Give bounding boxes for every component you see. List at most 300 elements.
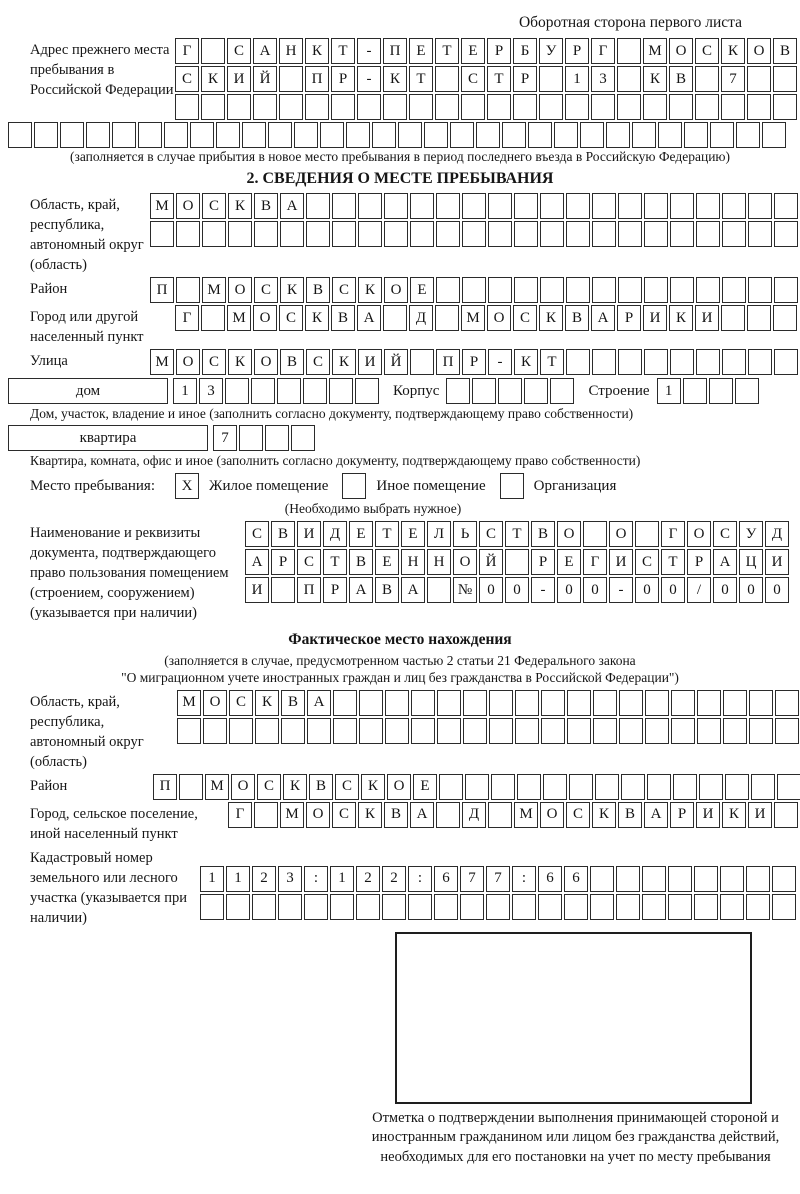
char-cell[interactable]: [410, 221, 434, 247]
char-cell[interactable]: [239, 425, 263, 451]
char-cell[interactable]: [618, 193, 642, 219]
char-cell[interactable]: [721, 94, 745, 120]
char-cell[interactable]: [216, 122, 240, 148]
char-cell[interactable]: [668, 866, 692, 892]
char-cell[interactable]: [176, 221, 200, 247]
char-cell[interactable]: [176, 277, 200, 303]
char-cell[interactable]: В: [309, 774, 333, 800]
char-cell[interactable]: Д: [765, 521, 789, 547]
char-cell[interactable]: [291, 425, 315, 451]
char-cell[interactable]: -: [609, 577, 633, 603]
char-cell[interactable]: [489, 690, 513, 716]
char-cell[interactable]: [268, 122, 292, 148]
char-cell[interactable]: [278, 894, 302, 920]
char-cell[interactable]: И: [696, 802, 720, 828]
char-cell[interactable]: [271, 577, 295, 603]
char-cell[interactable]: Р: [331, 66, 355, 92]
char-cell[interactable]: [617, 66, 641, 92]
char-cell[interactable]: Р: [323, 577, 347, 603]
char-cell[interactable]: [725, 774, 749, 800]
char-cell[interactable]: Р: [617, 305, 641, 331]
char-cell[interactable]: О: [228, 277, 252, 303]
char-cell[interactable]: [358, 221, 382, 247]
char-cell[interactable]: [346, 122, 370, 148]
char-cell[interactable]: [762, 122, 786, 148]
char-cell[interactable]: 6: [434, 866, 458, 892]
house-type-box[interactable]: [8, 378, 168, 404]
char-cell[interactable]: [436, 277, 460, 303]
char-cell[interactable]: 0: [479, 577, 503, 603]
char-cell[interactable]: [748, 221, 772, 247]
char-cell[interactable]: Р: [531, 549, 555, 575]
char-cell[interactable]: [642, 894, 666, 920]
char-cell[interactable]: О: [176, 193, 200, 219]
char-cell[interactable]: [281, 718, 305, 744]
char-cell[interactable]: Т: [505, 521, 529, 547]
char-cell[interactable]: В: [669, 66, 693, 92]
char-cell[interactable]: К: [721, 38, 745, 64]
char-cell[interactable]: [476, 122, 500, 148]
char-cell[interactable]: [566, 277, 590, 303]
char-cell[interactable]: 1: [565, 66, 589, 92]
char-cell[interactable]: [621, 774, 645, 800]
char-cell[interactable]: У: [739, 521, 763, 547]
char-cell[interactable]: Т: [375, 521, 399, 547]
char-cell[interactable]: [229, 718, 253, 744]
char-cell[interactable]: А: [349, 577, 373, 603]
char-cell[interactable]: [462, 221, 486, 247]
char-cell[interactable]: [644, 193, 668, 219]
char-cell[interactable]: М: [205, 774, 229, 800]
char-cell[interactable]: С: [175, 66, 199, 92]
char-cell[interactable]: [566, 221, 590, 247]
char-cell[interactable]: [201, 38, 225, 64]
char-cell[interactable]: О: [609, 521, 633, 547]
char-cell[interactable]: П: [297, 577, 321, 603]
char-cell[interactable]: С: [332, 277, 356, 303]
char-cell[interactable]: [774, 802, 798, 828]
char-cell[interactable]: [333, 718, 357, 744]
char-cell[interactable]: [265, 425, 289, 451]
char-cell[interactable]: С: [335, 774, 359, 800]
char-cell[interactable]: [355, 378, 379, 404]
char-cell[interactable]: [694, 894, 718, 920]
char-cell[interactable]: :: [304, 866, 328, 892]
char-cell[interactable]: [112, 122, 136, 148]
char-cell[interactable]: К: [255, 690, 279, 716]
char-cell[interactable]: [775, 690, 799, 716]
char-cell[interactable]: [202, 221, 226, 247]
char-cell[interactable]: [359, 718, 383, 744]
char-cell[interactable]: [306, 193, 330, 219]
char-cell[interactable]: [644, 221, 668, 247]
char-cell[interactable]: Т: [331, 38, 355, 64]
char-cell[interactable]: [642, 866, 666, 892]
char-cell[interactable]: [748, 193, 772, 219]
char-cell[interactable]: №: [453, 577, 477, 603]
char-cell[interactable]: [385, 690, 409, 716]
char-cell[interactable]: [670, 277, 694, 303]
char-cell[interactable]: [616, 866, 640, 892]
char-cell[interactable]: И: [245, 577, 269, 603]
char-cell[interactable]: К: [643, 66, 667, 92]
char-cell[interactable]: [305, 94, 329, 120]
char-cell[interactable]: [528, 122, 552, 148]
char-cell[interactable]: С: [279, 305, 303, 331]
char-cell[interactable]: С: [635, 549, 659, 575]
char-cell[interactable]: Е: [410, 277, 434, 303]
char-cell[interactable]: [372, 122, 396, 148]
char-cell[interactable]: Т: [323, 549, 347, 575]
char-cell[interactable]: [644, 349, 668, 375]
char-cell[interactable]: М: [514, 802, 538, 828]
char-cell[interactable]: Р: [271, 549, 295, 575]
char-cell[interactable]: Р: [670, 802, 694, 828]
stay-checkbox-other[interactable]: [342, 473, 366, 499]
char-cell[interactable]: О: [747, 38, 771, 64]
char-cell[interactable]: И: [227, 66, 251, 92]
char-cell[interactable]: [617, 38, 641, 64]
char-cell[interactable]: Г: [591, 38, 615, 64]
char-cell[interactable]: [463, 690, 487, 716]
char-cell[interactable]: [735, 378, 759, 404]
char-cell[interactable]: К: [539, 305, 563, 331]
char-cell[interactable]: В: [306, 277, 330, 303]
char-cell[interactable]: [411, 718, 435, 744]
char-cell[interactable]: [279, 66, 303, 92]
char-cell[interactable]: Д: [323, 521, 347, 547]
char-cell[interactable]: [384, 193, 408, 219]
char-cell[interactable]: [486, 894, 510, 920]
char-cell[interactable]: В: [375, 577, 399, 603]
char-cell[interactable]: [462, 193, 486, 219]
char-cell[interactable]: [746, 866, 770, 892]
char-cell[interactable]: 3: [278, 866, 302, 892]
char-cell[interactable]: О: [384, 277, 408, 303]
char-cell[interactable]: В: [280, 349, 304, 375]
char-cell[interactable]: [226, 894, 250, 920]
char-cell[interactable]: [721, 305, 745, 331]
char-cell[interactable]: [227, 94, 251, 120]
char-cell[interactable]: [252, 894, 276, 920]
char-cell[interactable]: [696, 221, 720, 247]
char-cell[interactable]: [566, 193, 590, 219]
char-cell[interactable]: [435, 94, 459, 120]
char-cell[interactable]: Н: [427, 549, 451, 575]
char-cell[interactable]: К: [722, 802, 746, 828]
char-cell[interactable]: Й: [384, 349, 408, 375]
char-cell[interactable]: О: [453, 549, 477, 575]
char-cell[interactable]: /: [687, 577, 711, 603]
char-cell[interactable]: М: [177, 690, 201, 716]
char-cell[interactable]: О: [254, 349, 278, 375]
char-cell[interactable]: [645, 718, 669, 744]
char-cell[interactable]: [489, 718, 513, 744]
char-cell[interactable]: 3: [199, 378, 223, 404]
char-cell[interactable]: 1: [226, 866, 250, 892]
char-cell[interactable]: [670, 193, 694, 219]
char-cell[interactable]: В: [331, 305, 355, 331]
char-cell[interactable]: [658, 122, 682, 148]
char-cell[interactable]: Д: [462, 802, 486, 828]
char-cell[interactable]: [179, 774, 203, 800]
char-cell[interactable]: [356, 894, 380, 920]
char-cell[interactable]: [524, 378, 548, 404]
char-cell[interactable]: [540, 221, 564, 247]
char-cell[interactable]: С: [461, 66, 485, 92]
char-cell[interactable]: [512, 894, 536, 920]
char-cell[interactable]: [684, 122, 708, 148]
char-cell[interactable]: [306, 221, 330, 247]
char-cell[interactable]: 0: [739, 577, 763, 603]
char-cell[interactable]: 1: [173, 378, 197, 404]
char-cell[interactable]: А: [245, 549, 269, 575]
char-cell[interactable]: 3: [591, 66, 615, 92]
char-cell[interactable]: [472, 378, 496, 404]
char-cell[interactable]: И: [297, 521, 321, 547]
char-cell[interactable]: О: [557, 521, 581, 547]
char-cell[interactable]: [383, 94, 407, 120]
char-cell[interactable]: О: [540, 802, 564, 828]
char-cell[interactable]: [619, 718, 643, 744]
char-cell[interactable]: [595, 774, 619, 800]
char-cell[interactable]: Е: [461, 38, 485, 64]
char-cell[interactable]: [225, 378, 249, 404]
char-cell[interactable]: [505, 549, 529, 575]
char-cell[interactable]: [34, 122, 58, 148]
char-cell[interactable]: [618, 349, 642, 375]
char-cell[interactable]: С: [332, 802, 356, 828]
char-cell[interactable]: С: [227, 38, 251, 64]
char-cell[interactable]: В: [271, 521, 295, 547]
char-cell[interactable]: С: [513, 305, 537, 331]
char-cell[interactable]: 0: [557, 577, 581, 603]
char-cell[interactable]: С: [254, 277, 278, 303]
char-cell[interactable]: [228, 221, 252, 247]
char-cell[interactable]: [695, 66, 719, 92]
char-cell[interactable]: К: [305, 38, 329, 64]
char-cell[interactable]: К: [228, 349, 252, 375]
char-cell[interactable]: [253, 94, 277, 120]
char-cell[interactable]: 7: [486, 866, 510, 892]
char-cell[interactable]: О: [231, 774, 255, 800]
char-cell[interactable]: [513, 94, 537, 120]
char-cell[interactable]: [539, 94, 563, 120]
char-cell[interactable]: [543, 774, 567, 800]
char-cell[interactable]: [461, 94, 485, 120]
char-cell[interactable]: Т: [540, 349, 564, 375]
char-cell[interactable]: [618, 277, 642, 303]
char-cell[interactable]: А: [591, 305, 615, 331]
char-cell[interactable]: Д: [409, 305, 433, 331]
char-cell[interactable]: [775, 718, 799, 744]
char-cell[interactable]: Г: [175, 38, 199, 64]
char-cell[interactable]: [540, 193, 564, 219]
char-cell[interactable]: [517, 774, 541, 800]
char-cell[interactable]: [722, 221, 746, 247]
char-cell[interactable]: [592, 221, 616, 247]
char-cell[interactable]: [671, 718, 695, 744]
char-cell[interactable]: [514, 221, 538, 247]
char-cell[interactable]: [435, 305, 459, 331]
char-cell[interactable]: [592, 277, 616, 303]
char-cell[interactable]: [359, 690, 383, 716]
char-cell[interactable]: [538, 894, 562, 920]
char-cell[interactable]: [446, 378, 470, 404]
char-cell[interactable]: 0: [661, 577, 685, 603]
char-cell[interactable]: [618, 221, 642, 247]
char-cell[interactable]: Е: [413, 774, 437, 800]
char-cell[interactable]: М: [461, 305, 485, 331]
char-cell[interactable]: К: [383, 66, 407, 92]
char-cell[interactable]: [695, 94, 719, 120]
char-cell[interactable]: С: [245, 521, 269, 547]
char-cell[interactable]: [60, 122, 84, 148]
char-cell[interactable]: [190, 122, 214, 148]
char-cell[interactable]: Р: [687, 549, 711, 575]
char-cell[interactable]: А: [644, 802, 668, 828]
char-cell[interactable]: У: [539, 38, 563, 64]
stay-checkbox-organization[interactable]: [500, 473, 524, 499]
char-cell[interactable]: [8, 122, 32, 148]
char-cell[interactable]: Г: [175, 305, 199, 331]
char-cell[interactable]: С: [713, 521, 737, 547]
char-cell[interactable]: [644, 277, 668, 303]
char-cell[interactable]: В: [281, 690, 305, 716]
char-cell[interactable]: [502, 122, 526, 148]
char-cell[interactable]: [749, 690, 773, 716]
char-cell[interactable]: [488, 221, 512, 247]
char-cell[interactable]: В: [384, 802, 408, 828]
char-cell[interactable]: [580, 122, 604, 148]
char-cell[interactable]: [251, 378, 275, 404]
char-cell[interactable]: [567, 690, 591, 716]
char-cell[interactable]: [550, 378, 574, 404]
char-cell[interactable]: [436, 193, 460, 219]
char-cell[interactable]: Т: [435, 38, 459, 64]
char-cell[interactable]: [670, 349, 694, 375]
char-cell[interactable]: Т: [409, 66, 433, 92]
char-cell[interactable]: М: [150, 193, 174, 219]
char-cell[interactable]: [697, 690, 721, 716]
char-cell[interactable]: [138, 122, 162, 148]
char-cell[interactable]: А: [280, 193, 304, 219]
char-cell[interactable]: [398, 122, 422, 148]
char-cell[interactable]: [409, 94, 433, 120]
char-cell[interactable]: К: [514, 349, 538, 375]
char-cell[interactable]: К: [305, 305, 329, 331]
char-cell[interactable]: 7: [213, 425, 237, 451]
char-cell[interactable]: П: [153, 774, 177, 800]
char-cell[interactable]: С: [257, 774, 281, 800]
char-cell[interactable]: [748, 277, 772, 303]
char-cell[interactable]: [694, 866, 718, 892]
char-cell[interactable]: 7: [460, 866, 484, 892]
char-cell[interactable]: [777, 774, 800, 800]
char-cell[interactable]: [203, 718, 227, 744]
char-cell[interactable]: [616, 894, 640, 920]
char-cell[interactable]: [437, 718, 461, 744]
char-cell[interactable]: [619, 690, 643, 716]
char-cell[interactable]: К: [361, 774, 385, 800]
char-cell[interactable]: [709, 378, 733, 404]
char-cell[interactable]: [774, 277, 798, 303]
char-cell[interactable]: Б: [513, 38, 537, 64]
char-cell[interactable]: [383, 305, 407, 331]
char-cell[interactable]: [583, 521, 607, 547]
char-cell[interactable]: М: [150, 349, 174, 375]
char-cell[interactable]: [294, 122, 318, 148]
char-cell[interactable]: К: [358, 277, 382, 303]
char-cell[interactable]: [697, 718, 721, 744]
char-cell[interactable]: [333, 690, 357, 716]
char-cell[interactable]: [772, 894, 796, 920]
char-cell[interactable]: П: [436, 349, 460, 375]
char-cell[interactable]: 2: [252, 866, 276, 892]
char-cell[interactable]: [592, 193, 616, 219]
char-cell[interactable]: О: [306, 802, 330, 828]
char-cell[interactable]: П: [150, 277, 174, 303]
char-cell[interactable]: [554, 122, 578, 148]
char-cell[interactable]: [436, 221, 460, 247]
char-cell[interactable]: И: [643, 305, 667, 331]
char-cell[interactable]: [673, 774, 697, 800]
char-cell[interactable]: 1: [330, 866, 354, 892]
char-cell[interactable]: [671, 690, 695, 716]
char-cell[interactable]: [772, 866, 796, 892]
char-cell[interactable]: [242, 122, 266, 148]
char-cell[interactable]: К: [592, 802, 616, 828]
char-cell[interactable]: [541, 718, 565, 744]
char-cell[interactable]: 1: [657, 378, 681, 404]
char-cell[interactable]: [439, 774, 463, 800]
char-cell[interactable]: [748, 349, 772, 375]
char-cell[interactable]: В: [349, 549, 373, 575]
char-cell[interactable]: Г: [661, 521, 685, 547]
char-cell[interactable]: [450, 122, 474, 148]
char-cell[interactable]: [332, 221, 356, 247]
char-cell[interactable]: В: [531, 521, 555, 547]
char-cell[interactable]: [515, 690, 539, 716]
char-cell[interactable]: [427, 577, 451, 603]
char-cell[interactable]: Е: [375, 549, 399, 575]
char-cell[interactable]: [201, 305, 225, 331]
char-cell[interactable]: 0: [713, 577, 737, 603]
char-cell[interactable]: [747, 305, 771, 331]
char-cell[interactable]: [593, 690, 617, 716]
char-cell[interactable]: [773, 94, 797, 120]
char-cell[interactable]: [465, 774, 489, 800]
char-cell[interactable]: [669, 94, 693, 120]
char-cell[interactable]: [462, 277, 486, 303]
char-cell[interactable]: [410, 349, 434, 375]
char-cell[interactable]: [670, 221, 694, 247]
char-cell[interactable]: Е: [401, 521, 425, 547]
char-cell[interactable]: К: [228, 193, 252, 219]
char-cell[interactable]: Й: [253, 66, 277, 92]
char-cell[interactable]: С: [306, 349, 330, 375]
char-cell[interactable]: [487, 94, 511, 120]
char-cell[interactable]: А: [410, 802, 434, 828]
char-cell[interactable]: Й: [479, 549, 503, 575]
char-cell[interactable]: 6: [564, 866, 588, 892]
char-cell[interactable]: Е: [349, 521, 373, 547]
char-cell[interactable]: Р: [462, 349, 486, 375]
char-cell[interactable]: [514, 277, 538, 303]
char-cell[interactable]: [541, 690, 565, 716]
char-cell[interactable]: [357, 94, 381, 120]
char-cell[interactable]: [723, 718, 747, 744]
